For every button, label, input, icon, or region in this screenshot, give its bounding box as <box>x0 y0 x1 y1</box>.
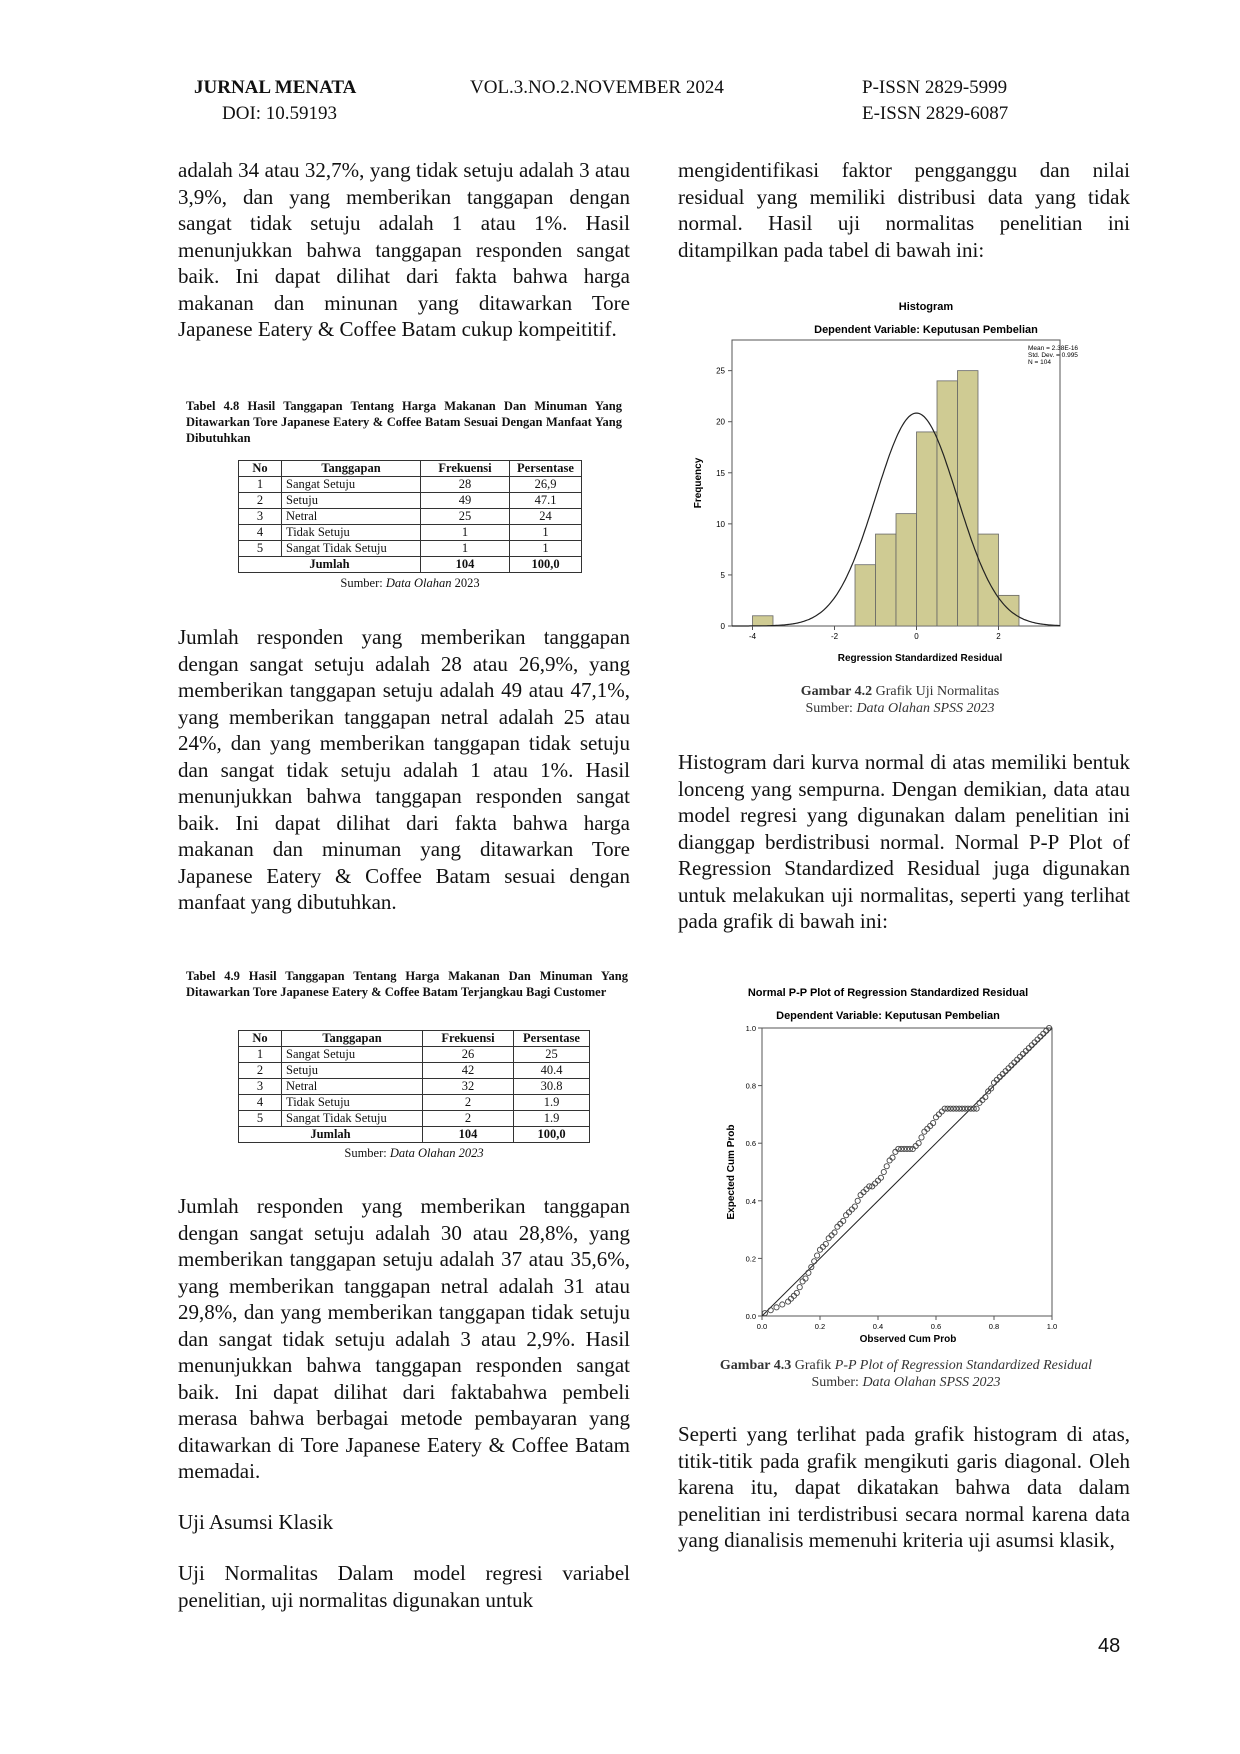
table-row <box>239 1079 590 1095</box>
col-no: No <box>239 1031 282 1047</box>
y-axis-label: Expected Cum Prob <box>726 1124 737 1220</box>
cell: 1 <box>421 525 510 541</box>
cell: 26 <box>423 1047 514 1063</box>
left-paragraph-4 <box>178 1560 630 1613</box>
stat-line: Mean = 2.38E-16 <box>1028 345 1079 352</box>
cell: 100,0 <box>514 1127 590 1143</box>
histogram-bar <box>876 534 897 626</box>
source-year: 2023 <box>451 576 480 590</box>
table-4-8-caption: Tabel 4.8 Hasil Tanggapan Tentang Harga Makanan Dan Minuman Yang Ditawarkan Tore Japanese Eatery & Coffee Batam Sesuai Dengan Manfaat Yang Dibutuhkan <box>186 399 622 445</box>
table-total-row <box>239 557 582 573</box>
y-tick-label: 0 <box>720 622 725 631</box>
cell: 25 <box>514 1047 590 1063</box>
cell: Setuju <box>282 1063 423 1079</box>
cell: 4 <box>239 525 282 541</box>
paragraph-text: Histogram dari kurva normal di atas memiliki bentuk lonceng yang sempurna. Dengan demikian, data atau model regresi yang digunakan dalam penelitian ini dianggap berdistribusi normal. Normal P-P Plot of Regression Standardized Residual juga digunakan untuk melakukan uji normalitas, seperti yang terlihat pada grafik di bawah ini: <box>678 750 1130 933</box>
col-frekuensi: Frekuensi <box>421 461 510 477</box>
table-row <box>239 1095 590 1111</box>
journal-eissn: E-ISSN 2829-6087 <box>862 103 1009 124</box>
histogram-bar <box>999 595 1020 626</box>
cell: Sangat Tidak Setuju <box>282 541 421 557</box>
table-header-row <box>239 461 582 477</box>
x-tick-label: 2 <box>996 632 1001 641</box>
journal-volume: VOL.3.NO.2.NOVEMBER 2024 <box>470 77 724 98</box>
x-tick-label: 0.2 <box>814 1322 826 1331</box>
chart-title: Histogram <box>898 301 954 313</box>
x-tick-label: 0.0 <box>756 1322 768 1331</box>
table-row <box>239 541 582 557</box>
paragraph-text: adalah 34 atau 32,7%, yang tidak setuju adalah 3 atau 3,9%, dan yang memberikan tanggapan dengan sangat tidak setuju adalah 1 atau 1%. Hasil menunjukkan bahwa tanggapan responden sangat baik. Ini dapat dilihat dari fakta bahwa harga makanan dan minunan yang ditawarkan Tore Japanese Eatery & Coffee Batam cukup kompeititif. <box>178 158 630 341</box>
right-paragraph-2 <box>678 749 1130 935</box>
cell: 104 <box>421 557 510 573</box>
cell: 3 <box>239 509 282 525</box>
x-tick-label: 0 <box>914 632 919 641</box>
cell: Sangat Setuju <box>282 477 421 493</box>
cell: Sangat Setuju <box>282 1047 423 1063</box>
paragraph-text: mengidentifikasi faktor pengganggu dan nilai residual yang memiliki distribusi data yang tidak normal. Hasil uji normalitas penelitian ini ditampilkan pada tabel di bawah ini: <box>678 158 1130 262</box>
x-tick-label: -2 <box>830 632 839 641</box>
cell: 1 <box>510 541 582 557</box>
left-paragraph-1 <box>178 157 630 343</box>
cell: 26,9 <box>510 477 582 493</box>
chart-subtitle: Dependent Variable: Keputusan Pembelian <box>776 1010 1000 1022</box>
y-tick-label: 0.0 <box>745 1312 756 1321</box>
cell: 2 <box>423 1095 514 1111</box>
table-row <box>239 1111 590 1127</box>
journal-doi: DOI: 10.59193 <box>222 103 338 124</box>
figure-4-2-caption <box>700 683 1100 717</box>
left-paragraph-3 <box>178 1193 630 1485</box>
x-tick-label: 0.8 <box>988 1322 1000 1331</box>
x-tick-label: -4 <box>748 632 757 641</box>
histogram-bar <box>917 432 938 626</box>
histogram-chart <box>690 295 1090 675</box>
y-axis-ticks <box>716 367 732 631</box>
cell: 47.1 <box>510 493 582 509</box>
table-4-9-caption: Tabel 4.9 Hasil Tanggapan Tentang Harga Makanan Dan Minuman Yang Ditawarkan Tore Japanese Eatery & Coffee Batam Terjangkau Bagi Customer <box>186 969 628 999</box>
table-row <box>239 477 582 493</box>
pp-plot-chart <box>720 980 1080 1350</box>
figure-label: Gambar 4.3 <box>719 1358 792 1373</box>
col-no: No <box>239 461 282 477</box>
histogram-bar <box>958 371 979 626</box>
cell: 2 <box>423 1111 514 1127</box>
table-4-8-source <box>238 576 582 591</box>
chart-title: Normal P-P Plot of Regression Standardized Residual <box>747 987 1029 999</box>
x-axis-label: Regression Standardized Residual <box>837 653 1003 664</box>
cell: 25 <box>421 509 510 525</box>
section-heading: Uji Asumsi Klasik <box>178 1510 334 1534</box>
cell: 40.4 <box>514 1063 590 1079</box>
table-4-8 <box>238 460 582 573</box>
page-number: 48 <box>1098 1635 1121 1657</box>
col-persentase: Persentase <box>514 1031 590 1047</box>
journal-pissn: P-ISSN 2829-5999 <box>862 77 1008 98</box>
histogram-bar <box>753 616 774 626</box>
stat-line: N = 104 <box>1028 359 1051 366</box>
paragraph-text: Jumlah responden yang memberikan tanggapan dengan sangat setuju adalah 30 atau 28,8%, yang memberikan tanggapan setuju adalah 37 atau 35,6%, yang memberikan tanggapan netral adalah 31 atau 29,8%, dan yang memberikan tanggapan tidak setuju dan sangat tidak setuju adalah 3 atau 2,9%. Hasil menunjukkan bahwa tanggapan responden sangat baik. Ini dapat dilihat dari faktabahwa pembeli merasa bahwa berbagai metode pembayaran yang ditawarkan di Tore Japanese Eatery & Coffee Batam memadai. <box>178 1194 630 1483</box>
x-tick-label: 0.4 <box>872 1322 884 1331</box>
y-tick-label: 0.2 <box>745 1254 756 1264</box>
figure-label: Gambar 4.2 <box>800 684 873 699</box>
journal-name: JURNAL MENATA <box>194 77 357 98</box>
x-tick-label: 1.0 <box>1046 1322 1058 1331</box>
cell: 24 <box>510 509 582 525</box>
y-tick-label: 5 <box>720 570 725 580</box>
paragraph-text: Seperti yang terlihat pada grafik histogram di atas, titik-titik pada grafik mengikuti garis diagonal. Oleh karena itu, dapat dikatakan bahwa data dalam penelitian ini terdistribusi secara normal karena data yang dianalisis memenuhi kriteria uji asumsi klasik, <box>678 1422 1130 1552</box>
cell: Netral <box>282 509 421 525</box>
table-4-9 <box>238 1030 590 1143</box>
cell: Jumlah <box>239 1127 423 1143</box>
cell: Tidak Setuju <box>282 525 421 541</box>
right-paragraph-1 <box>678 157 1130 263</box>
paragraph-text: Uji Normalitas Dalam model regresi variabel penelitian, uji normalitas digunakan untuk <box>178 1561 630 1612</box>
table-row <box>239 525 582 541</box>
source-label: Sumber: <box>340 576 386 590</box>
x-axis-label: Observed Cum Prob <box>859 1334 957 1345</box>
y-tick-label: 0.4 <box>745 1196 756 1206</box>
right-paragraph-3 <box>678 1421 1130 1554</box>
col-frekuensi: Frekuensi <box>423 1031 514 1047</box>
y-tick-label: 15 <box>716 468 725 478</box>
cell: 42 <box>423 1063 514 1079</box>
histogram-bar <box>896 514 917 626</box>
cell: 32 <box>423 1079 514 1095</box>
cell: Sangat Tidak Setuju <box>282 1111 423 1127</box>
cell: 28 <box>421 477 510 493</box>
cell: 1 <box>421 541 510 557</box>
figure-source: Data Olahan SPSS 2023 <box>862 1375 1001 1390</box>
cell: 1 <box>239 477 282 493</box>
figure-source-label: Sumber: <box>811 1375 863 1390</box>
y-tick-label: 0.8 <box>745 1081 756 1091</box>
y-tick-label: 25 <box>716 366 725 376</box>
histogram-bar <box>855 565 876 626</box>
y-axis-label: Frequency <box>693 457 704 509</box>
source-italic: Data Olahan 2023 <box>389 1146 484 1160</box>
x-tick-label: 0.6 <box>930 1322 942 1331</box>
y-axis-ticks <box>746 1024 762 1321</box>
figure-title: Grafik <box>791 1358 835 1373</box>
table-row <box>239 509 582 525</box>
cell: 5 <box>239 541 282 557</box>
table-row <box>239 1063 590 1079</box>
cell: Setuju <box>282 493 421 509</box>
figure-title: Grafik Uji Normalitas <box>872 684 1000 699</box>
x-axis-ticks <box>749 626 1001 641</box>
chart-subtitle: Dependent Variable: Keputusan Pembelian <box>814 324 1038 336</box>
histogram-bar <box>937 381 958 626</box>
cell: 1 <box>510 525 582 541</box>
cell: 1.9 <box>514 1111 590 1127</box>
cell: 5 <box>239 1111 282 1127</box>
table-header-row <box>239 1031 590 1047</box>
left-paragraph-2 <box>178 624 630 916</box>
stat-line: Std. Dev. = 0.995 <box>1028 352 1078 359</box>
cell: Netral <box>282 1079 423 1095</box>
y-tick-label: 1.0 <box>745 1024 756 1033</box>
source-label: Sumber: <box>344 1146 390 1160</box>
y-tick-label: 0.6 <box>745 1139 756 1149</box>
cell: 104 <box>423 1127 514 1143</box>
x-axis-ticks <box>757 1316 1057 1331</box>
table-total-row <box>239 1127 590 1143</box>
cell: 2 <box>239 493 282 509</box>
cell: 4 <box>239 1095 282 1111</box>
cell: 1.9 <box>514 1095 590 1111</box>
source-italic: Data Olahan <box>385 576 452 590</box>
paragraph-text: Jumlah responden yang memberikan tanggapan dengan sangat setuju adalah 28 atau 26,9%, yang memberikan tanggapan setuju adalah 49 atau 47,1%, yang memberikan tanggapan netral adalah 25 atau 24%, dan yang memberikan tanggapan tidak setuju dan sangat tidak setuju adalah 1 atau 1%. Hasil menunjukkan bahwa tanggapan responden sangat baik. Ini dapat dilihat dari fakta bahwa harga makanan dan minuman yang ditawarkan Tore Japanese Eatery & Coffee Batam sesuai dengan manfaat yang dibutuhkan. <box>178 625 630 914</box>
col-persentase: Persentase <box>510 461 582 477</box>
cell: 100,0 <box>510 557 582 573</box>
cell: 2 <box>239 1063 282 1079</box>
table-row <box>239 1047 590 1063</box>
col-tanggapan: Tanggapan <box>282 461 421 477</box>
cell: 49 <box>421 493 510 509</box>
cell: 30.8 <box>514 1079 590 1095</box>
figure-title-italic: P-P Plot of Regression Standardized Residual <box>834 1358 1093 1373</box>
cell: 1 <box>239 1047 282 1063</box>
table-row <box>239 493 582 509</box>
figure-source-label: Sumber: <box>805 701 857 716</box>
y-tick-label: 20 <box>716 417 725 427</box>
table-4-9-source <box>238 1146 590 1161</box>
figure-4-3-caption <box>670 1357 1142 1391</box>
col-tanggapan: Tanggapan <box>282 1031 423 1047</box>
cell: 3 <box>239 1079 282 1095</box>
cell: Jumlah <box>239 557 421 573</box>
cell: Tidak Setuju <box>282 1095 423 1111</box>
figure-source: Data Olahan SPSS 2023 <box>856 701 995 716</box>
y-tick-label: 10 <box>716 519 725 529</box>
